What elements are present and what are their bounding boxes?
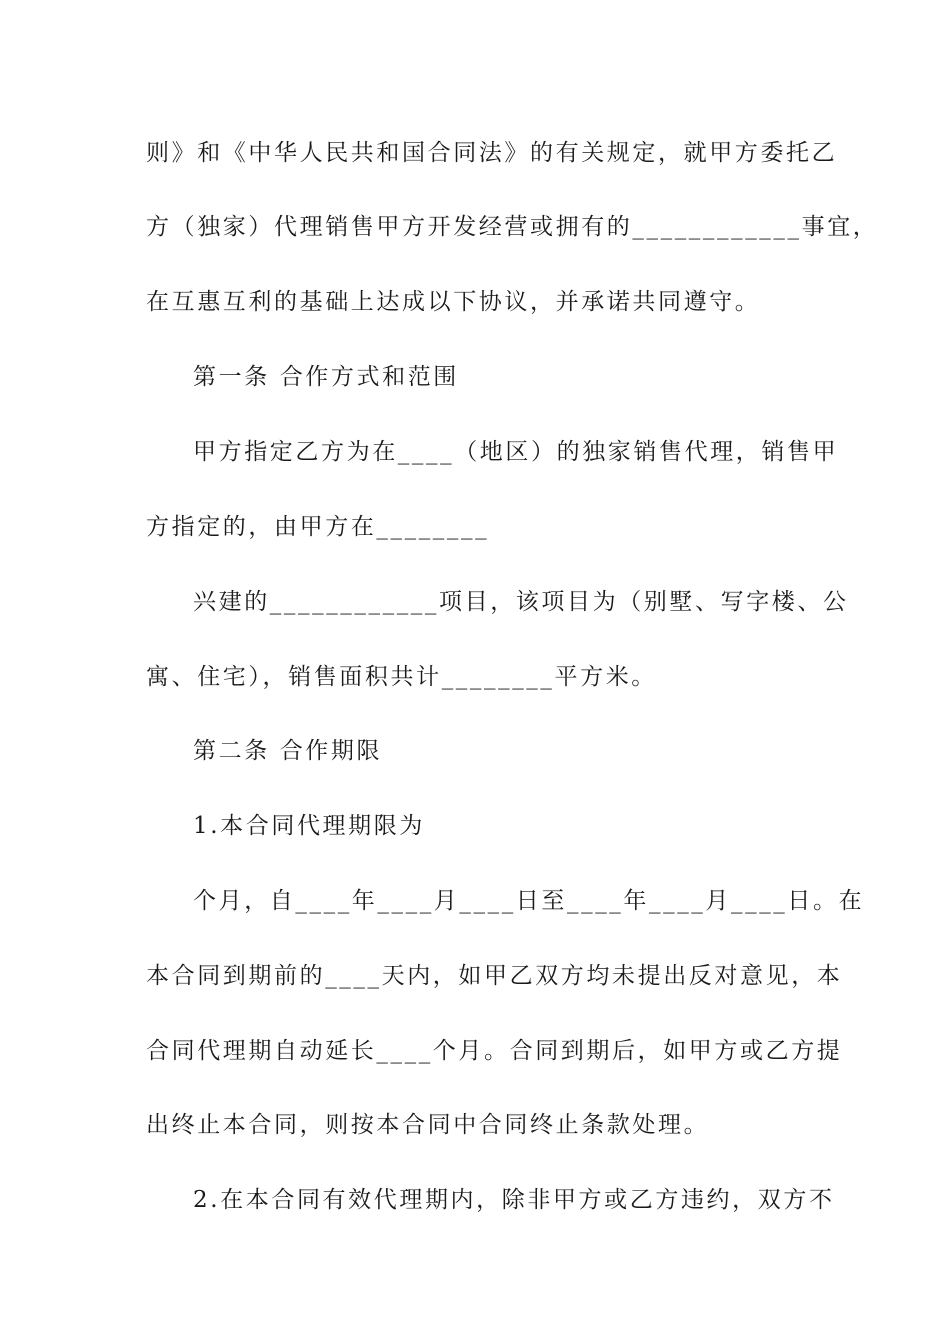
text-line-5: 甲方指定乙方为在____（地区）的独家销售代理，销售甲: [193, 439, 839, 465]
text-line-3: 在互惠互利的基础上达成以下协议，并承诺共同遵守。: [146, 289, 761, 315]
text-line-14: 出终止本合同，则按本合同中合同终止条款处理。: [146, 1112, 710, 1138]
text-line-2: 方（独家）代理销售甲方开发经营或拥有的____________事宜，: [146, 214, 879, 240]
text-line-8: 寓、住宅），销售面积共计________平方米。: [146, 664, 657, 690]
text-line-10: 1.本合同代理期限为: [193, 813, 425, 839]
text-line-7: 兴建的____________项目，该项目为（别墅、写字楼、公: [193, 589, 849, 615]
section-heading-2: 第二条 合作期限: [193, 738, 383, 764]
text-line-1: 则》和《中华人民共和国合同法》的有关规定，就甲方委托乙: [146, 140, 838, 166]
text-line-15: 2.在本合同有效代理期内，除非甲方或乙方违约，双方不: [193, 1187, 835, 1213]
section-heading-1: 第一条 合作方式和范围: [193, 364, 459, 390]
text-line-12: 本合同到期前的____天内，如甲乙双方均未提出反对意见，本: [146, 963, 843, 989]
text-line-6: 方指定的，由甲方在________: [146, 514, 490, 540]
text-line-13: 合同代理期自动延长____个月。合同到期后，如甲方或乙方提: [146, 1038, 843, 1064]
text-line-11: 个月，自____年____月____日至____年____月____日。在: [193, 888, 865, 914]
